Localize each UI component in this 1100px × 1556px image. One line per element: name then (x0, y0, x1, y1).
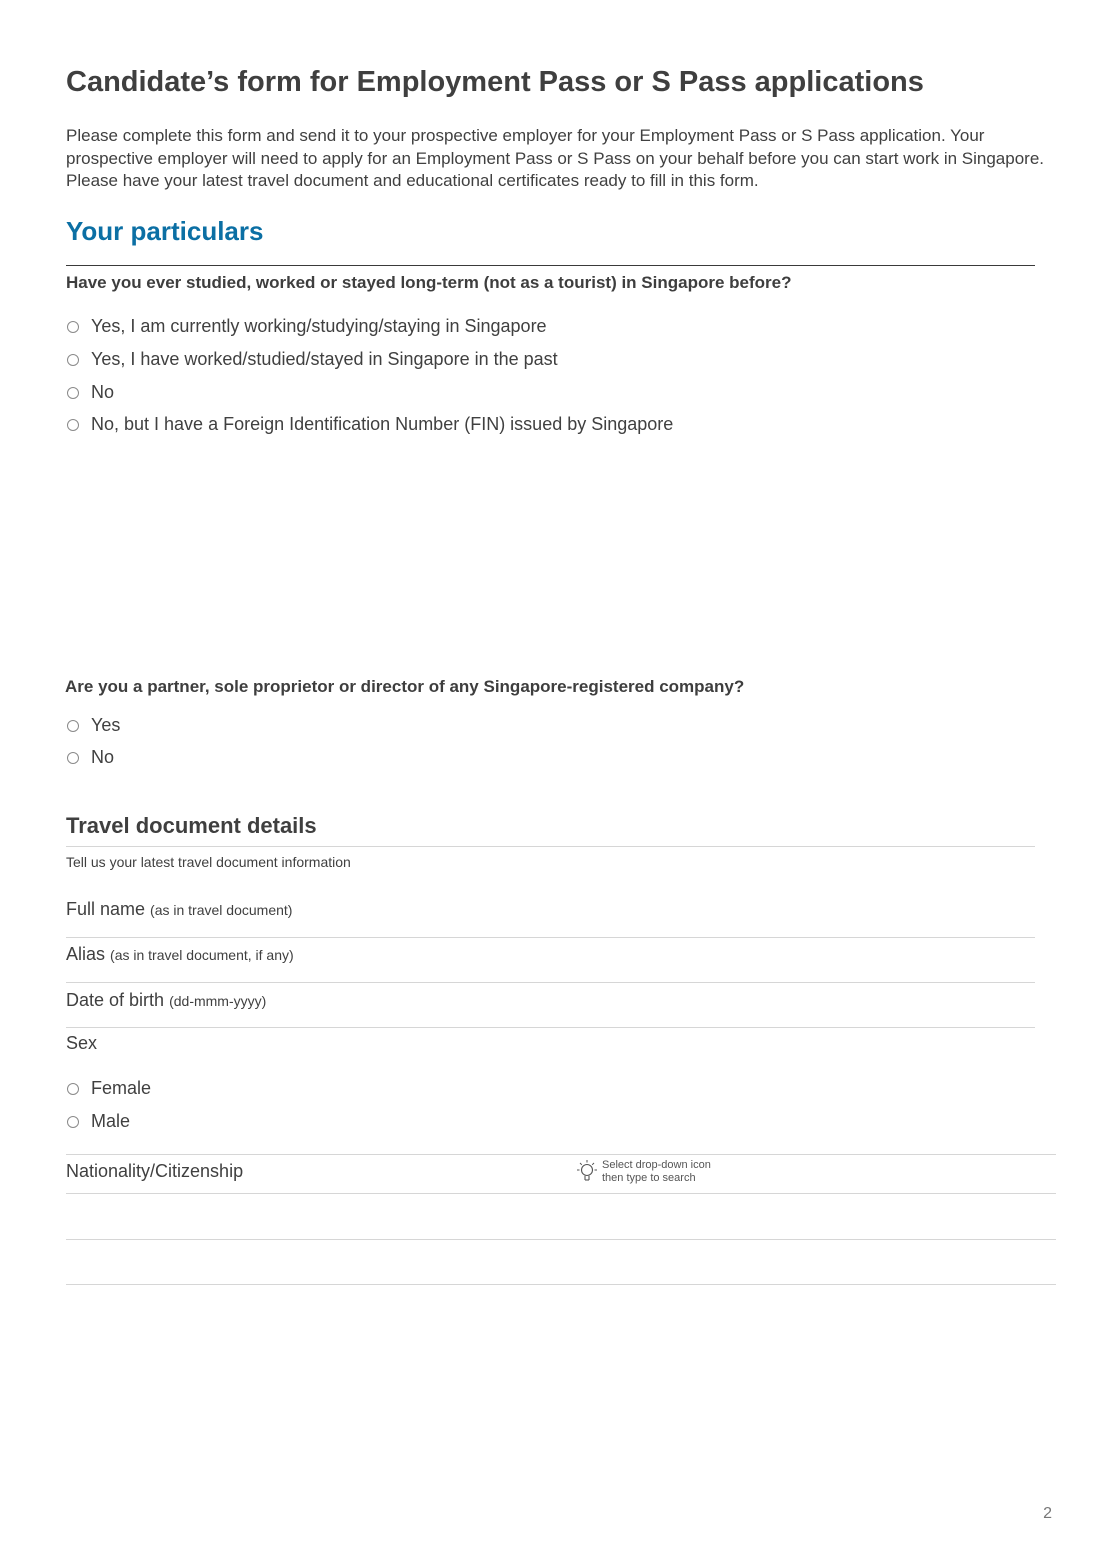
radio-button[interactable] (67, 321, 79, 333)
page-title: Candidate’s form for Employment Pass or S Pass applications (66, 66, 924, 98)
date-of-birth-field[interactable] (66, 990, 266, 1011)
radio-button[interactable] (67, 1116, 79, 1128)
field-divider (66, 1284, 1056, 1285)
field-divider (66, 1027, 1035, 1028)
radio-option-company-yes[interactable] (67, 715, 120, 736)
empty-input-row[interactable] (66, 1240, 1056, 1284)
alias-field[interactable] (66, 944, 294, 965)
field-divider (66, 937, 1035, 938)
radio-label: No (91, 747, 115, 767)
date-of-birth-label: Date of birth (66, 990, 165, 1010)
travel-document-hint: Tell us your latest travel document information (66, 854, 351, 870)
radio-button[interactable] (67, 419, 79, 431)
section-title-particulars: Your particulars (66, 216, 264, 246)
full-name-field[interactable] (66, 899, 292, 920)
travel-document-title: Travel document details (66, 813, 317, 838)
alias-note: (as in travel document, if any) (110, 947, 294, 963)
radio-label: Female (91, 1078, 152, 1098)
lightbulb-icon (576, 1159, 598, 1185)
sex-label: Sex (66, 1033, 98, 1053)
full-name-label: Full name (66, 899, 146, 919)
tip-line-2: then type to search (602, 1172, 696, 1184)
tip-line-1: Select drop-down icon (602, 1159, 711, 1171)
nationality-dropdown-tip (576, 1159, 711, 1185)
travel-title-divider (66, 846, 1035, 847)
radio-button[interactable] (67, 387, 79, 399)
radio-option-female[interactable] (67, 1078, 151, 1099)
radio-button[interactable] (67, 1083, 79, 1095)
full-name-note: (as in travel document) (150, 902, 293, 918)
question-prior-stay: Have you ever studied, worked or stayed long-term (not as a tourist) in Singapore before? (66, 273, 792, 292)
question-company-role: Are you a partner, sole proprietor or director of any Singapore-registered company? (65, 677, 745, 696)
radio-label: No, but I have a Foreign Identification Number (FIN) issued by Singapore (91, 414, 674, 434)
radio-option-company-no[interactable] (67, 747, 114, 768)
empty-input-row[interactable] (66, 1194, 1056, 1239)
radio-option-currently-in-singapore[interactable] (67, 316, 547, 337)
radio-option-no-with-fin[interactable] (67, 414, 673, 435)
radio-label: No (91, 382, 115, 402)
section-divider (66, 265, 1035, 266)
radio-option-past-stay[interactable] (67, 349, 558, 370)
radio-button[interactable] (67, 720, 79, 732)
field-divider (66, 1154, 1056, 1155)
radio-label: Yes, I have worked/studied/stayed in Singapore in the past (91, 349, 558, 369)
page-number: 2 (1043, 1505, 1052, 1522)
radio-label: Yes, I am currently working/studying/staying in Singapore (91, 316, 547, 336)
date-of-birth-note: (dd-mmm-yyyy) (169, 993, 267, 1009)
alias-label: Alias (66, 944, 106, 964)
radio-option-no[interactable] (67, 382, 114, 403)
intro-paragraph: Please complete this form and send it to your prospective employer for your Employment Pass or S Pass application. Your prospective employer will need to apply for an Employment Pass or S Pass on your behalf before you can start work in Singapore. Please have your latest travel document and educational certificates ready to fill in this form. (66, 126, 1045, 190)
field-divider (66, 982, 1035, 983)
radio-label: Yes (91, 715, 121, 735)
radio-button[interactable] (67, 752, 79, 764)
nationality-label: Nationality/Citizenship (66, 1161, 244, 1181)
radio-option-male[interactable] (67, 1111, 130, 1132)
radio-button[interactable] (67, 354, 79, 366)
radio-label: Male (91, 1111, 131, 1131)
